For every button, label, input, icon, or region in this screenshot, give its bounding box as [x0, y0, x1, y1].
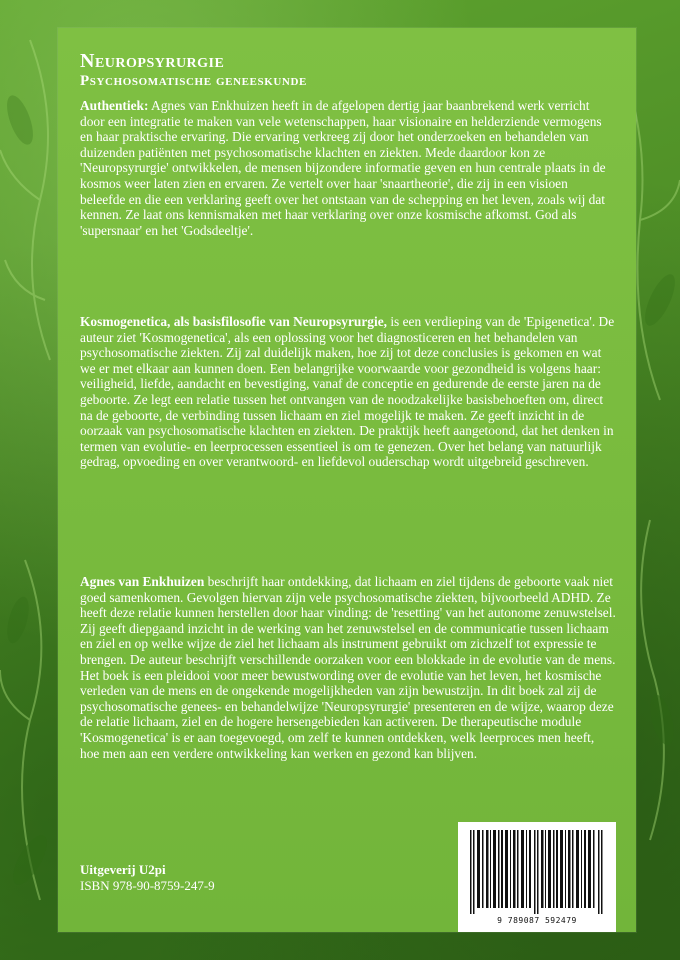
paragraph-lead: Authentiek: [80, 98, 149, 113]
book-title: Neuropsyrurgie [80, 50, 225, 72]
blurb-paragraph-1 [80, 98, 616, 238]
cover-content [80, 50, 616, 761]
paragraph-text: Agnes van Enkhuizen heeft in de afgelopen dertig jaar baanbrekend werk verricht door een integratie te maken van vele wetenschappen, haar visionaire en helderziende vermogens en haar praktische ervaring. Die ervaring verkreeg zij door het onderzoeken en behandelen van duizenden patiënten met psychosomatische klachten en ziekten. Mede daardoor kon ze 'Neuropsyrurgie' ontwikkelen, de mensen bijzondere informatie geven en hun centrale plaats in de kosmos weer laten zien en ervaren. Ze vertelt over haar 'snaartheorie', die zij in een visioen beleefde en die een verklaring geeft over het ontstaan van de schepping en het leven, zoals wij dat kennen. Ze laat ons kennismaken met haar verklaring over onze kosmische afkomst. God als 'supersnaar' en het 'Godsdeeltje'. [80, 98, 606, 238]
publisher-name: Uitgeverij U2pi [80, 862, 166, 877]
blurb-paragraph-2 [80, 314, 616, 470]
paragraph-lead: Agnes van Enkhuizen [80, 574, 205, 589]
barcode-digits: 9 789087 592479 [497, 916, 577, 925]
book-subtitle: Psychosomatische geneeskunde [80, 73, 307, 89]
publisher-info [80, 862, 215, 894]
barcode-bars-icon [466, 830, 608, 914]
isbn-number: ISBN 978-90-8759-247-9 [80, 878, 215, 893]
barcode [458, 822, 616, 932]
paragraph-text: is een verdieping van de 'Epigenetica'. De auteur ziet 'Kosmogenetica', als een oplossing voor het diagnosticeren en het behandelen van psychosomatische ziekten. Zij zal duidelijk maken, hoe zij tot deze conclusies is gekomen en wat we er met elkaar aan kunnen doen. Een belangrijke voorwaarde voor gezondheid is volgens haar: veiligheid, liefde, aandacht en bevestiging, vanaf de conceptie en gedurende de eerste jaren na de geboorte. Ze legt een relatie tussen het ontvangen van de noodzakelijke basisbehoeften om, direct na de geboorte, de verbinding tussen lichaam en ziel mogelijk te maken. Ze geeft inzicht in de oorzaak van psychosomatische klachten en ziekten. De praktijk heeft aangetoond, dat het denken in termen van evolutie- en leerprocessen essentieel is om te genezen. Over het belang van natuurlijk gedrag, opvoeding en over verantwoord- en liefdevol ouderschap wordt uitgebreid geschreven. [80, 314, 615, 470]
paragraph-text: beschrijft haar ontdekking, dat lichaam en ziel tijdens de geboorte vaak niet goed samenkomen. Gevolgen hiervan zijn vele psychosomatische ziekten, bijvoorbeeld ADHD. Ze heeft deze relatie kunnen herstellen door haar vinding: de 'resetting' van het autonome zenuwstelsel. Zij geeft diepgaand inzicht in de werking van het zenuwstelsel en de communicatie tussen lichaam en ziel en op welke wijze de ziel het lichaam als instrument gebruikt om zichzelf tot expressie te brengen. De auteur beschrijft verschillende oorzaken voor een blokkade in de evolutie van de mens. Het boek is een pleidooi voor meer bewustwording over de evolutie van het leven, het kosmische verleden van de mens en de ongekende mogelijkheden van zijn bewustzijn. In dit boek zal zij de psychosomatische genees- en behandelwijze 'Neuropsyrurgie' presenteren en de wijze, waarop deze de relatie lichaam, ziel en de hogere hersengebieden kan activeren. De therapeutische module 'Kosmogenetica' is er aan toegevoegd, om zelf te kunnen ontdekken, welk leerproces men heeft, hoe men aan een verdere ontwikkeling kan werken en gezond kan blijven. [80, 574, 616, 761]
blurb-paragraph-3 [80, 574, 616, 761]
paragraph-lead: Kosmogenetica, als basisfilosofie van Neuropsyrurgie, [80, 314, 387, 329]
